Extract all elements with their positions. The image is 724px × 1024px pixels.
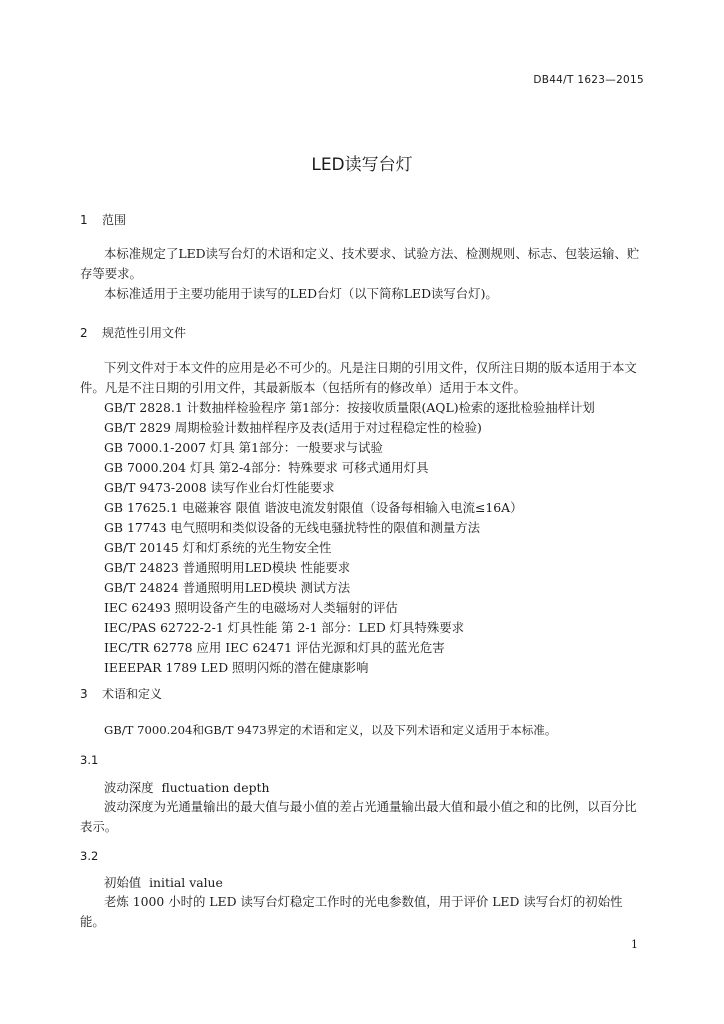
section-number: 1	[80, 213, 88, 227]
term-definition: 老炼 1000 小时的 LED 读写台灯稳定工作时的光电参数值，用于评价 LED 读写台灯的初始性能。	[80, 894, 623, 929]
section-title: 范围	[102, 213, 127, 227]
section-1-heading	[80, 211, 126, 228]
page-number: 1	[631, 938, 638, 951]
section-2-heading	[80, 324, 186, 341]
reference-item: GB/T 2829 周期检验计数抽样程序及表(适用于对过程稳定性的检验)	[104, 420, 482, 435]
term-number: 3.2	[80, 849, 99, 863]
reference-item: GB 17743 电气照明和类似设备的无线电骚扰特性的限值和测量方法	[104, 520, 481, 535]
section-3-intro: GB/T 7000.204和GB/T 9473界定的术语和定义，以及下列术语和定义适用于本标准。	[104, 723, 557, 737]
document-number: DB44/T 1623—2015	[533, 74, 644, 86]
term-english: fluctuation depth	[161, 780, 270, 795]
section-1-paragraph-2: 本标准适用于主要功能用于读写的LED台灯（以下简称LED读写台灯)。	[104, 286, 498, 301]
reference-item: GB/T 9473-2008 读写作业台灯性能要求	[104, 480, 335, 495]
reference-item: GB/T 2828.1 计数抽样检验程序 第1部分：按接收质量限(AQL)检索的逐批检验抽样计划	[104, 400, 595, 415]
section-title: 规范性引用文件	[102, 326, 187, 340]
term-title	[104, 873, 223, 891]
term-chinese: 初始值	[104, 875, 142, 890]
section-2-intro: 下列文件对于本文件的应用是必不可少的。凡是注日期的引用文件，仅所注日期的版本适用于本文件。凡是不注日期的引用文件，其最新版本（包括所有的修改单）适用于本文件。	[80, 360, 637, 395]
reference-item: IEC/TR 62778 应用 IEC 62471 评估光源和灯具的蓝光危害	[104, 640, 445, 655]
reference-item: GB 17625.1 电磁兼容 限值 谐波电流发射限值（设备每相输入电流≤16A）	[104, 500, 523, 515]
term-number: 3.1	[80, 753, 99, 767]
term-english: initial value	[149, 875, 223, 890]
reference-item: IEC/PAS 62722-2-1 灯具性能 第 2-1 部分：LED 灯具特殊要求	[104, 620, 465, 635]
reference-item: GB 7000.204 灯具 第2-4部分：特殊要求 可移式通用灯具	[104, 460, 429, 475]
reference-item: IEC 62493 照明设备产生的电磁场对人类辐射的评估	[104, 600, 398, 615]
term-chinese: 波动深度	[104, 780, 154, 795]
section-number: 3	[80, 687, 88, 701]
reference-item: GB/T 24823 普通照明用LED模块 性能要求	[104, 560, 351, 575]
section-1-paragraph-1: 本标准规定了LED读写台灯的术语和定义、技术要求、试验方法、检测规则、标志、包装运输、贮存等要求。	[80, 246, 640, 281]
term-title	[104, 778, 269, 796]
page-title: LED读写台灯	[311, 155, 413, 175]
section-title: 术语和定义	[102, 687, 163, 701]
reference-item: IEEEPAR 1789 LED 照明闪烁的潜在健康影响	[104, 660, 369, 675]
reference-item: GB/T 20145 灯和灯系统的光生物安全性	[104, 540, 332, 555]
term-definition: 波动深度为光通量输出的最大值与最小值的差占光通量输出最大值和最小值之和的比例，以百分比表示。	[80, 799, 637, 834]
section-3-heading	[80, 685, 162, 702]
reference-item: GB/T 24824 普通照明用LED模块 测试方法	[104, 580, 351, 595]
section-number: 2	[80, 326, 88, 340]
reference-item: GB 7000.1-2007 灯具 第1部分：一般要求与试验	[104, 440, 383, 455]
